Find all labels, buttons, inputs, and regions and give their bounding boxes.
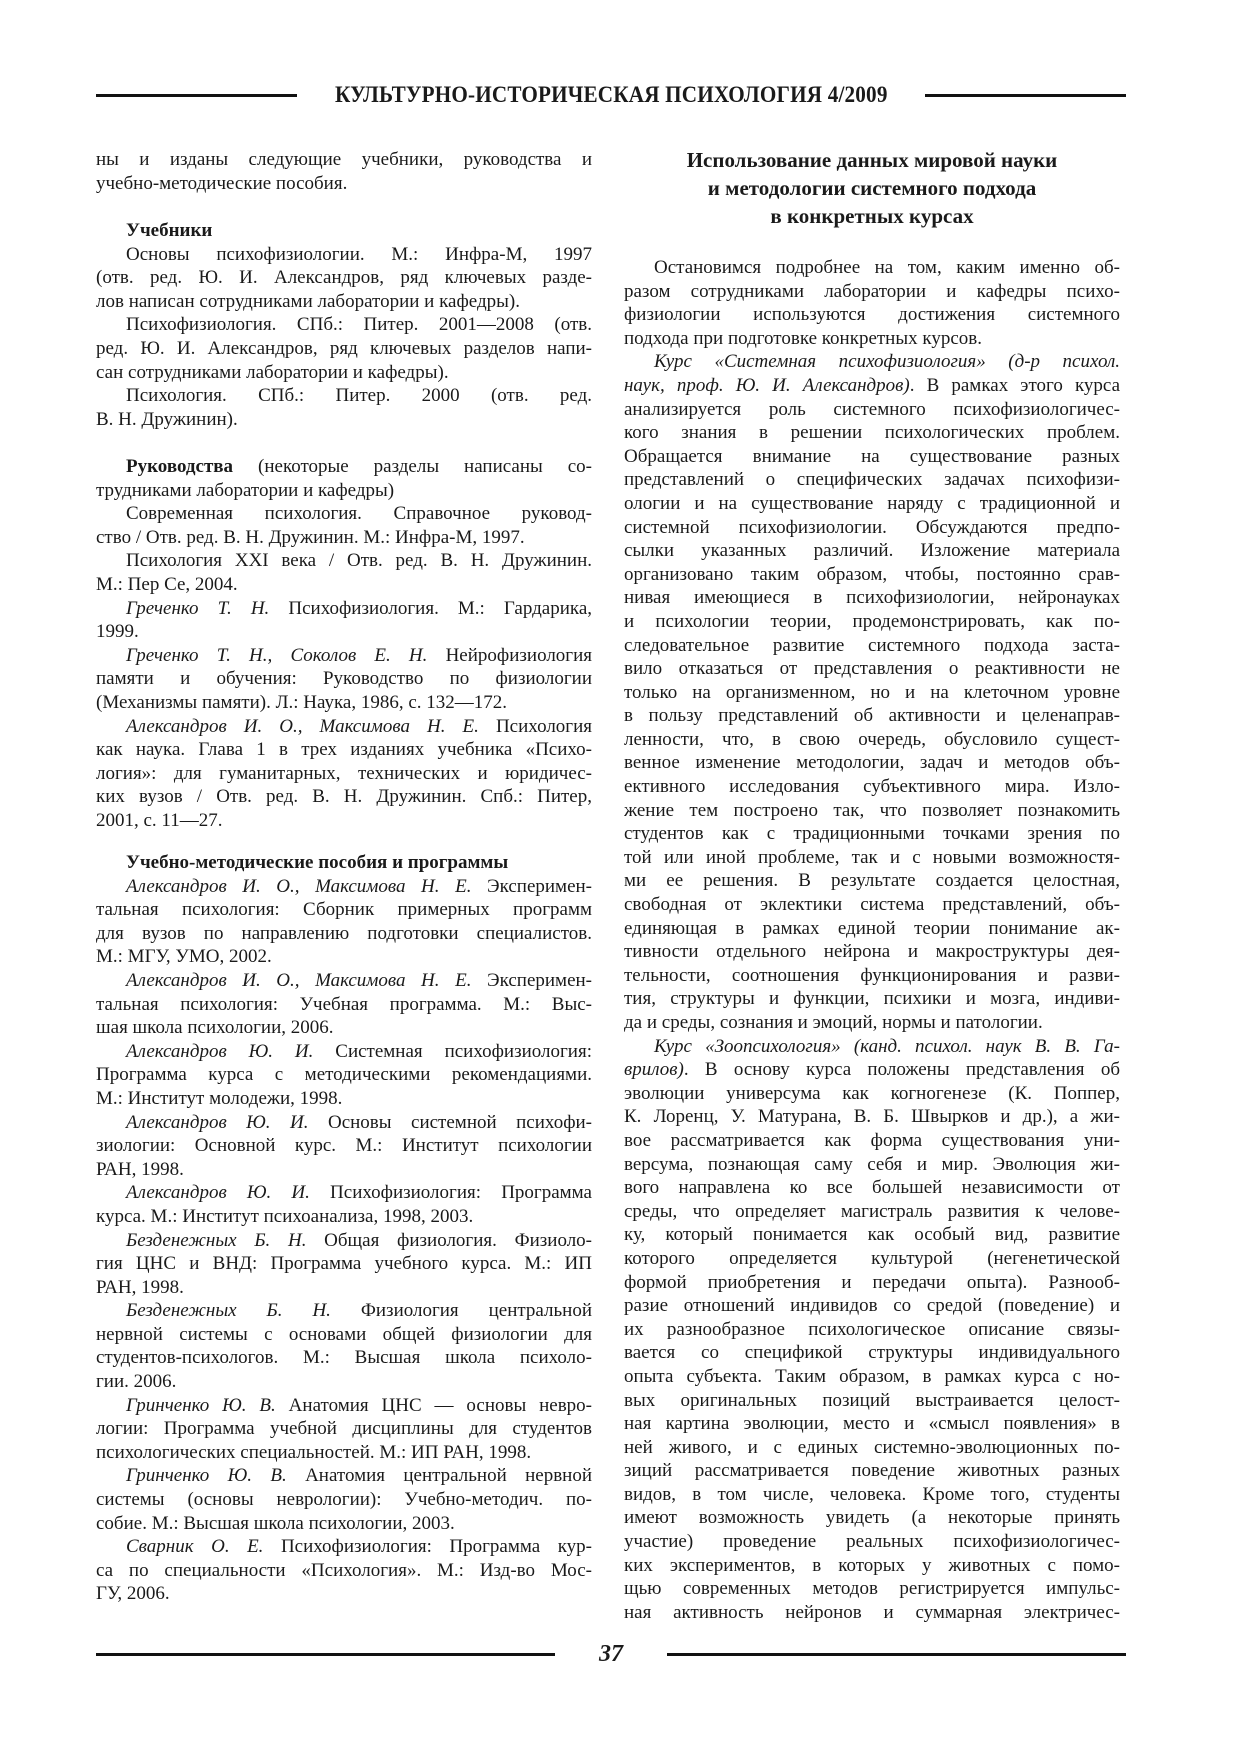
text-line: [96, 715, 592, 739]
text-line: [96, 408, 592, 432]
text-line: [624, 799, 1120, 823]
text-line: [624, 492, 1120, 516]
text-run: Психофизиология: Программа кур-: [263, 1536, 592, 1558]
text-line: [624, 751, 1120, 775]
text-line: [624, 280, 1120, 304]
text-run: эволюции универсума как когногенезе (К. Поппер,: [624, 1082, 1120, 1104]
text-run: Системная психофизиология:: [313, 1040, 592, 1062]
italic-run: Курс «Зоопсихология» (канд. психол. наук В. В. Га-: [654, 1035, 1120, 1057]
section-manuals: [96, 455, 592, 833]
text-run: Основы системной психофи-: [308, 1111, 592, 1133]
text-run: са по специальности «Психология». М.: Изд-во Мос-: [96, 1559, 592, 1581]
text-run: гия ЦНС и ВНД: Программа учебного курса. М.: ИП: [96, 1253, 592, 1275]
text-run: версума, познающая саму себя и мир. Эволюция жи-: [624, 1153, 1120, 1175]
header-rule-right: [925, 94, 1126, 97]
text-line: [96, 644, 592, 668]
text-run: Анатомия центральной нервной: [286, 1465, 592, 1487]
text-line: [624, 1200, 1120, 1224]
italic-run: Сварник О. Е.: [126, 1536, 264, 1558]
text-run: тельности, соотношения функционирования и разви-: [624, 964, 1120, 986]
text-run: ми ее решения. В результате создается целостная,: [624, 870, 1120, 892]
text-line: [624, 869, 1120, 893]
text-run: Психофизиология. СПб.: Питер. 2001—2008 (отв.: [126, 314, 592, 336]
text-line: [96, 384, 592, 408]
italic-run: Греченко Т. Н., Соколов Е. Н.: [126, 644, 428, 666]
text-run: в пользу представлений об активности и целенаправ-: [624, 705, 1120, 727]
text-run: системной психофизиологии. Обсуждаются предпо-: [624, 516, 1120, 538]
text-run: тия, структуры и функции, психики и мозга, индиви-: [624, 988, 1120, 1010]
text-run: ред. Ю. И. Александров, ряд ключевых разделов напи-: [96, 337, 592, 359]
text-run: жение тем построено так, что позволяет познакомить: [624, 799, 1120, 821]
text-run: Психология: [478, 715, 592, 737]
footer-rule-left: [96, 1653, 555, 1656]
paragraph: [96, 1111, 592, 1182]
text-line: [96, 1346, 592, 1370]
text-run: В. Н. Дружинин).: [96, 408, 238, 430]
text-run: М.: МГУ, УМО, 2002.: [96, 946, 272, 968]
text-line: [624, 1318, 1120, 1342]
text-line: [96, 1158, 592, 1182]
text-line: [624, 681, 1120, 705]
text-run: Основы психофизиологии. М.: Инфра-М, 1997: [126, 243, 592, 265]
text-line: [96, 762, 592, 786]
text-line: [96, 1111, 592, 1135]
text-line: [96, 738, 592, 762]
text-run: Психология XXI века / Отв. ред. В. Н. Дружинин.: [126, 550, 592, 572]
article-heading-line: и методологии системного подхода: [707, 176, 1037, 200]
text-run: анализируется роль системного психофизиологичес-: [624, 398, 1120, 420]
section-textbooks: [96, 219, 592, 431]
paragraph: [96, 502, 592, 549]
text-run: вается со спецификой структуры индивидуального: [624, 1342, 1120, 1364]
text-run: Программа курса с методическими рекомендациями.: [96, 1064, 592, 1086]
text-run: . В рамках этого курса: [909, 374, 1120, 396]
text-line: [624, 398, 1120, 422]
text-line: [624, 539, 1120, 563]
text-line: [96, 1063, 592, 1087]
text-run: Остановимся подробнее на том, каким именно об-: [654, 257, 1120, 278]
article-heading-line: Использование данных мировой науки: [686, 148, 1058, 172]
text-line: [96, 1559, 592, 1583]
text-run: их разнообразное психологическое описание связы-: [624, 1318, 1120, 1340]
text-run: представлений о специфических задачах психофизи-: [624, 469, 1120, 491]
italic-run: Александров И. О., Максимова Н. Е.: [126, 715, 479, 737]
text-line: [624, 1082, 1120, 1106]
text-line: [96, 1205, 592, 1229]
text-run: тальная психология: Учебная программа. М.: Выс-: [96, 993, 592, 1015]
text-line: [96, 290, 592, 314]
text-line: [624, 1035, 1120, 1059]
text-line: [624, 445, 1120, 469]
paragraph: [96, 875, 592, 969]
header-rule-left: [96, 94, 297, 97]
running-header: [96, 79, 1126, 111]
text-line: [624, 1341, 1120, 1365]
text-run: логия»: для гуманитарных, технических и юридичес-: [96, 762, 592, 784]
text-run: . В основу курса положены представления об: [683, 1059, 1120, 1081]
text-line: [96, 1512, 592, 1536]
text-run: логии: Программа учебной дисциплины для студентов: [96, 1418, 592, 1440]
text-line: [96, 148, 592, 172]
text-run: свободная от эклектики система представлений, объ-: [624, 894, 1120, 916]
text-run: Психофизиология: Программа: [309, 1182, 592, 1204]
text-line: [96, 969, 592, 993]
text-run: участие) проведение реальных психофизиологичес-: [624, 1531, 1120, 1553]
text-run: для вузов по направлению подготовки специалистов.: [96, 922, 592, 944]
text-run: организовано таким образом, чтобы, постоянно срав-: [624, 563, 1120, 585]
italic-run: Александров Ю. И.: [126, 1111, 309, 1133]
text-run: только на организменном, но и на клеточном уровне: [624, 681, 1120, 703]
article-body: [624, 256, 1120, 1624]
text-line: [624, 1011, 1120, 1035]
text-line: [624, 1105, 1120, 1129]
text-run: кого знания в решении психологических проблем.: [624, 422, 1120, 444]
text-line: [624, 917, 1120, 941]
text-run: (некоторые разделы написаны со-: [233, 456, 592, 477]
text-line: [624, 846, 1120, 870]
text-line: [96, 785, 592, 809]
text-line: [624, 327, 1120, 351]
text-run: ологии и на существование наряду с традиционной и: [624, 492, 1120, 514]
text-line: [96, 1016, 592, 1040]
text-run: М.: Пер Се, 2004.: [96, 573, 238, 595]
text-run: ленности, что, в свою очередь, обусловило сущест-: [624, 728, 1120, 750]
text-run: разие отношений индивидов со средой (поведение) и: [624, 1295, 1120, 1317]
text-line: [624, 1365, 1120, 1389]
text-run: 2001, с. 11—27.: [96, 809, 223, 831]
text-run: гии. 2006.: [96, 1371, 177, 1393]
text-line: [624, 940, 1120, 964]
text-run: Нейрофизиология: [427, 644, 592, 666]
text-line: [96, 479, 592, 503]
text-line: [96, 573, 592, 597]
paragraph: [96, 384, 592, 431]
text-run: шая школа психологии, 2006.: [96, 1017, 334, 1039]
text-run: К. Лоренц, У. Матурана, В. Б. Швырков и др.), а жи-: [624, 1106, 1120, 1128]
text-run: (отв. ред. Ю. И. Александров, ряд ключевых разде-: [96, 267, 592, 289]
journal-title: КУЛЬТУРНО-ИСТОРИЧЕСКАЯ ПСИХОЛОГИЯ 4/2009: [334, 82, 888, 107]
paragraph: [96, 969, 592, 1040]
text-line: [96, 898, 592, 922]
text-run: нивая имеющиеся в психофизиологии, нейронауках: [624, 587, 1120, 609]
text-line: [96, 337, 592, 361]
text-line: [624, 610, 1120, 634]
paragraph: [96, 455, 592, 502]
text-line: [624, 1247, 1120, 1271]
text-run: среды, что определяет магистраль развития к челове-: [624, 1200, 1120, 1222]
text-line: [624, 1506, 1120, 1530]
text-line: [624, 657, 1120, 681]
paragraph: [96, 644, 592, 715]
text-line: [96, 1417, 592, 1441]
paragraph: [96, 243, 592, 314]
text-run: Физиология центральной: [330, 1300, 592, 1322]
text-line: [96, 1323, 592, 1347]
text-line: [96, 266, 592, 290]
text-run: памяти и обучения: Руководство по физиологии: [96, 668, 592, 690]
page-footer: [96, 1638, 1126, 1670]
text-line: [624, 586, 1120, 610]
text-line: [96, 455, 592, 479]
paragraph: [624, 256, 1120, 350]
paragraph: [96, 597, 592, 644]
paragraph: [96, 1464, 592, 1535]
text-line: [96, 313, 592, 337]
text-line: [96, 172, 592, 196]
paragraph: [96, 313, 592, 384]
text-run: вило отказаться от представления о реактивности не: [624, 658, 1120, 680]
text-run: Психология. СПб.: Питер. 2000 (отв. ред.: [126, 385, 592, 407]
italic-run: наук, проф. Ю. И. Александров): [624, 374, 910, 396]
text-line: [624, 1129, 1120, 1153]
text-run: ны и изданы следующие учебники, руководства и: [96, 149, 592, 170]
text-line: [624, 256, 1120, 280]
text-run: Анатомия ЦНС — основы невро-: [275, 1394, 592, 1416]
text-line: [624, 1389, 1120, 1413]
text-run: студентов-психологов. М.: Высшая школа психоло-: [96, 1347, 592, 1369]
text-line: [96, 1488, 592, 1512]
text-line: [96, 945, 592, 969]
text-line: [624, 563, 1120, 587]
text-run: тальная психология: Сборник примерных программ: [96, 899, 592, 921]
text-run: М.: Институт молодежи, 1998.: [96, 1087, 343, 1109]
text-run: Современная психология. Справочное руковод-: [126, 503, 592, 525]
text-run: Общая физиология. Физиоло-: [306, 1229, 592, 1251]
paragraph: [624, 350, 1120, 1034]
text-run: зиций рассматривается поведение животных разных: [624, 1460, 1120, 1482]
italic-run: Александров И. О., Максимова Н. Е.: [126, 969, 472, 991]
text-run: ней живого, и с единых системно-эволюционных по-: [624, 1436, 1120, 1458]
article-heading-line: в конкретных курсах: [770, 204, 974, 228]
italic-run: Александров Ю. И.: [126, 1040, 314, 1062]
paragraph: [96, 549, 592, 596]
text-line: [96, 993, 592, 1017]
italic-run: Гринченко Ю. В.: [126, 1465, 287, 1487]
text-run: ких экспериментов, в которых у животных с помо-: [624, 1554, 1120, 1576]
text-line: [96, 1394, 592, 1418]
text-line: [96, 1370, 592, 1394]
text-line: [624, 516, 1120, 540]
text-run: подхода при подготовке конкретных курсов.: [624, 327, 982, 349]
text-run: формой приобретения и передачи опыта). Разнооб-: [624, 1271, 1120, 1293]
text-run: учебно-методические пособия.: [96, 172, 348, 194]
text-run: как наука. Глава 1 в трех изданиях учебника «Психо-: [96, 739, 592, 761]
bold-run: Руководства: [126, 456, 234, 477]
text-line: [624, 1153, 1120, 1177]
paragraph: [96, 1535, 592, 1606]
text-line: [96, 1276, 592, 1300]
text-line: [624, 1436, 1120, 1460]
text-run: и психологии теории, продемонстрировать, как по-: [624, 610, 1120, 632]
text-line: [624, 1294, 1120, 1318]
text-line: [624, 1459, 1120, 1483]
article-section-heading: [624, 146, 1120, 230]
paragraph: [96, 1040, 592, 1111]
text-line: [96, 1181, 592, 1205]
text-run: ная картина эволюции, место и «смысл появления» в: [624, 1413, 1120, 1435]
text-run: сан сотрудниками лаборатории и кафедры).: [96, 361, 449, 383]
section-heading: Учебники: [126, 220, 213, 241]
text-run: вого направлена ко все большей независимости от: [624, 1177, 1120, 1199]
text-run: венное изменение методологии, задач и методов объ-: [624, 752, 1120, 774]
italic-run: Безденежных Б. Н.: [126, 1229, 307, 1251]
text-line: [624, 1483, 1120, 1507]
text-run: Обращается внимание на существование разных: [624, 445, 1120, 467]
text-line: [624, 1412, 1120, 1436]
text-line: [624, 822, 1120, 846]
text-line: [96, 1464, 592, 1488]
paragraph: [96, 1394, 592, 1465]
text-line: [624, 303, 1120, 327]
text-line: [624, 987, 1120, 1011]
italic-run: Александров И. О., Максимова Н. Е.: [126, 875, 472, 897]
italic-run: Александров Ю. И.: [126, 1182, 310, 1204]
text-line: [96, 597, 592, 621]
text-line: [624, 468, 1120, 492]
text-run: которого определяется культурой (негенетической: [624, 1247, 1120, 1269]
text-run: трудниками лаборатории и кафедры): [96, 479, 395, 501]
text-run: Эксперимен-: [471, 969, 592, 991]
text-line: [624, 1554, 1120, 1578]
text-line: [624, 775, 1120, 799]
text-line: [96, 1299, 592, 1323]
text-line: [96, 1229, 592, 1253]
text-line: [96, 1087, 592, 1111]
text-line: [96, 1535, 592, 1559]
text-run: ная активность нейронов и суммарная электричес-: [624, 1601, 1120, 1623]
text-run: видов, в том числе, человека. Кроме того, студенты: [624, 1483, 1120, 1505]
text-line: [96, 1040, 592, 1064]
italic-run: Греченко Т. Н.: [126, 597, 270, 619]
paragraph: [96, 1181, 592, 1228]
text-line: [96, 809, 592, 833]
text-run: ство / Отв. ред. В. Н. Дружинин. М.: Инфра-М, 1997.: [96, 526, 525, 548]
text-run: системы (основы неврологии): Учебно-методич. по-: [96, 1489, 592, 1511]
text-run: ких вузов / Отв. ред. В. Н. Дружинин. Спб.: Питер,: [96, 786, 592, 808]
intro-continuation: [96, 148, 592, 195]
text-run: студентов как с традиционными точками зрения по: [624, 823, 1120, 845]
text-run: Психофизиология. М.: Гардарика,: [269, 597, 592, 619]
italic-run: Курс «Системная психофизиология» (д-р психол.: [654, 351, 1120, 373]
italic-run: врилов): [624, 1059, 684, 1081]
text-line: [96, 502, 592, 526]
text-run: ГУ, 2006.: [96, 1583, 170, 1605]
text-run: физиологии используются достижения системного: [624, 304, 1120, 326]
text-line: [96, 361, 592, 385]
text-run: вых оригинальных позиций выстраивается целост-: [624, 1389, 1120, 1411]
italic-run: Гринченко Ю. В.: [126, 1394, 276, 1416]
text-line: [624, 1601, 1120, 1625]
text-run: тивности отдельного нейрона и макроструктуры дея-: [624, 941, 1120, 963]
text-run: РАН, 1998.: [96, 1158, 184, 1180]
text-line: [624, 893, 1120, 917]
text-line: [96, 875, 592, 899]
footer-rule-right: [667, 1653, 1126, 1656]
text-line: [96, 243, 592, 267]
text-line: [624, 728, 1120, 752]
paragraph: [624, 1035, 1120, 1625]
text-run: РАН, 1998.: [96, 1276, 184, 1298]
text-run: ективного исследования субъективного мира. Изло-: [624, 776, 1120, 798]
text-line: [624, 1530, 1120, 1554]
text-line: [624, 1223, 1120, 1247]
text-run: курса. М.: Институт психоанализа, 1998, 2003.: [96, 1205, 474, 1227]
text-line: [96, 1582, 592, 1606]
text-run: следовательное развитие системного подхода заста-: [624, 634, 1120, 656]
paragraph: [96, 148, 592, 195]
text-line: [624, 634, 1120, 658]
text-line: [624, 1271, 1120, 1295]
text-run: единяющая в рамках единой теории понимание ак-: [624, 917, 1120, 939]
text-run: нервной системы с основами общей физиологии для: [96, 1323, 592, 1345]
text-run: собие. М.: Высшая школа психологии, 2003.: [96, 1512, 455, 1534]
page-number: 37: [599, 1640, 623, 1667]
paragraph: [96, 1299, 592, 1393]
text-line: [624, 1058, 1120, 1082]
section-heading: Учебно-методические пособия и программы: [126, 852, 509, 873]
text-line: [624, 421, 1120, 445]
italic-run: Безденежных Б. Н.: [126, 1300, 331, 1322]
text-line: [96, 667, 592, 691]
text-run: имеют возможность увидеть (а некоторые принять: [624, 1507, 1120, 1529]
text-run: вое рассматривается как форма существования уни-: [624, 1129, 1120, 1151]
text-run: щью современных методов регистрируется импульс-: [624, 1578, 1120, 1600]
text-line: [624, 704, 1120, 728]
text-run: сылки указанных различий. Изложение материала: [624, 540, 1120, 562]
text-run: да и среды, сознания и эмоций, нормы и патологии.: [624, 1012, 1043, 1033]
text-line: [96, 620, 592, 644]
text-run: 1999.: [96, 621, 139, 643]
text-run: ку, который понимается как особый вид, развитие: [624, 1224, 1120, 1246]
text-run: разом сотрудниками лаборатории и кафедры психо-: [624, 280, 1120, 302]
text-run: той или иной проблеме, так и с новыми возможностя-: [624, 846, 1120, 868]
text-line: [96, 1441, 592, 1465]
text-run: лов написан сотрудниками лаборатории и кафедры).: [96, 290, 520, 312]
text-line: [624, 1577, 1120, 1601]
text-line: [624, 1176, 1120, 1200]
section-teaching-aids: [96, 851, 592, 1606]
paragraph: [96, 1229, 592, 1300]
text-run: Эксперимен-: [471, 875, 592, 897]
text-run: опыта субъекта. Таким образом, в рамках курса с но-: [624, 1365, 1120, 1387]
text-run: психологических специальностей. М.: ИП РАН, 1998.: [96, 1441, 532, 1463]
text-line: [624, 964, 1120, 988]
text-line: [96, 691, 592, 715]
text-line: [96, 922, 592, 946]
text-run: зиологии: Основной курс. М.: Институт психологии: [96, 1135, 592, 1157]
text-line: [624, 350, 1120, 374]
text-line: [96, 1252, 592, 1276]
paragraph: [96, 715, 592, 833]
text-line: [96, 526, 592, 550]
text-line: [96, 1134, 592, 1158]
text-run: (Механизмы памяти). Л.: Наука, 1986, с. 132—172.: [96, 691, 508, 713]
text-line: [96, 549, 592, 573]
text-line: [624, 374, 1120, 398]
